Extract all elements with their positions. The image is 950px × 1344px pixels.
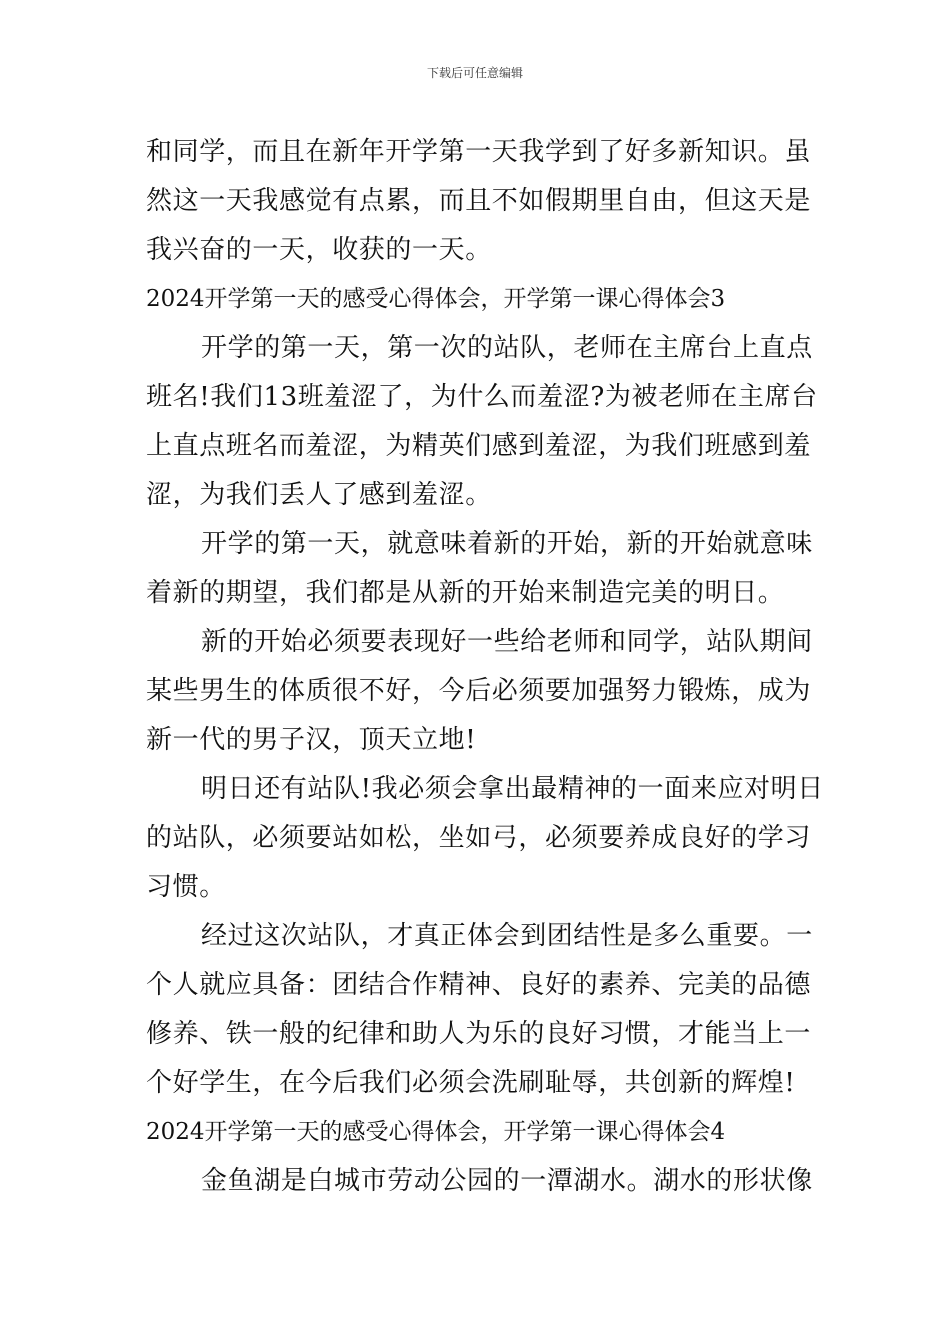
text-line: 班名!我们13班羞涩了，为什么而羞涩?为被老师在主席台: [146, 382, 818, 412]
text-line: 上直点班名而羞涩，为精英们感到羞涩，为我们班感到羞: [146, 431, 812, 461]
text-line: 个人就应具备：团结合作精神、良好的素养、完美的品德: [146, 970, 812, 1000]
document-body: [146, 128, 824, 1206]
text-line: 我兴奋的一天，收获的一天。: [146, 235, 492, 265]
text-line: 新的开始必须要表现好一些给老师和同学，站队期间: [201, 627, 813, 657]
text-line: 涩，为我们丢人了感到羞涩。: [146, 480, 492, 510]
text-line: 某些男生的体质很不好，今后必须要加强努力锻炼，成为: [146, 676, 812, 706]
text-line: 然这一天我感觉有点累，而且不如假期里自由，但这天是: [146, 186, 812, 216]
text-line: 修养、铁一般的纪律和助人为乐的良好习惯，才能当上一: [146, 1019, 812, 1049]
text-line: 个好学生，在今后我们必须会洗刷耻辱，共创新的辉煌!: [146, 1068, 796, 1098]
text-line: 明日还有站队!我必须会拿出最精神的一面来应对明日: [201, 774, 824, 804]
text-line: 开学的第一天，第一次的站队，老师在主席台上直点: [201, 333, 813, 363]
text-line: 新一代的男子汉，顶天立地!: [146, 725, 477, 755]
section-heading: 2024开学第一天的感受心得体会，开学第一课心得体会3: [146, 286, 726, 312]
text-line: 经过这次站队，才真正体会到团结性是多么重要。一: [201, 921, 813, 951]
text-line: 习惯。: [146, 872, 226, 902]
text-line: 金鱼湖是白城市劳动公园的一潭湖水。湖水的形状像: [201, 1166, 813, 1196]
text-line: 的站队，必须要站如松，坐如弓，必须要养成良好的学习: [146, 823, 812, 853]
section-heading: 2024开学第一天的感受心得体会，开学第一课心得体会4: [146, 1119, 726, 1145]
page-header-note: 下载后可任意编辑: [426, 66, 523, 80]
text-line: 开学的第一天，就意味着新的开始，新的开始就意味: [201, 529, 813, 559]
text-line: 和同学，而且在新年开学第一天我学到了好多新知识。虽: [146, 137, 812, 167]
text-line: 着新的期望，我们都是从新的开始来制造完美的明日。: [146, 578, 785, 608]
